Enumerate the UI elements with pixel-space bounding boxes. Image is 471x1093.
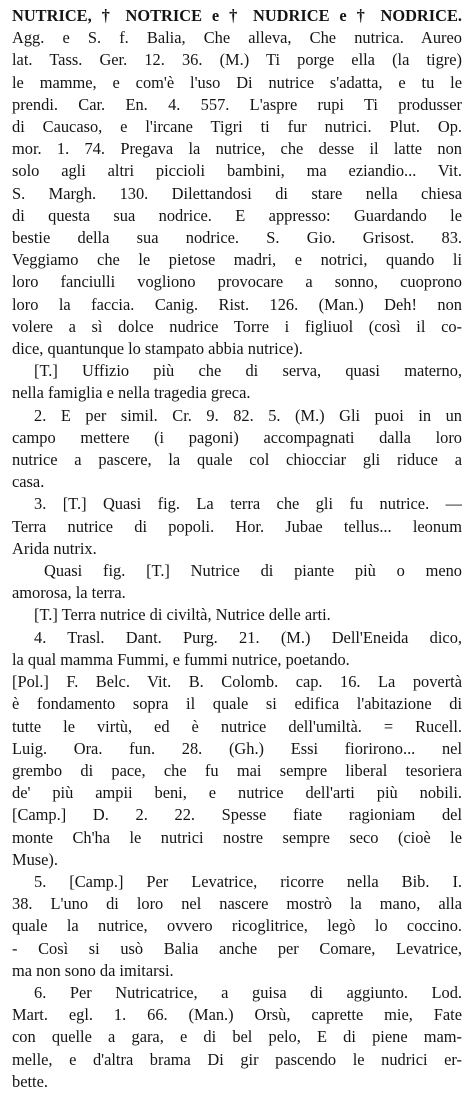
entry-text-line: bestie della sua nodrice. S. Gio. Grisost. 83. [12,228,462,248]
entry-text-line: tutte le virtù, ed è nutrice dell'umiltà. = Rucell. [12,716,462,736]
entry-text-line: 4. Trasl. Dant. Purg. 21. (M.) Dell'Eneida dico, [34,627,462,647]
entry-text-line: - Così si usò Balia anche per Comare, Levatrice, [12,938,462,958]
entry-text-line: di questa sua nodrice. E appresso: Guardando le [12,205,462,225]
entry-text-line: grembo di pace, che fu mai sempre liberal tesoriera [12,760,462,780]
entry-text-line: con quelle a gara, e di bel pelo, E di piene mam- [12,1027,462,1047]
entry-text-line: [Pol.] F. Belc. Vit. B. Colomb. cap. 16. La povertà [12,672,462,692]
entry-text-line: mor. 1. 74. Pregava la nutrice, che desse il latte non [12,139,462,159]
entry-text-line: ma non sono da imitarsi. [12,960,174,980]
entry-text-line: amorosa, la terra. [12,583,126,603]
entry-text-line: Terra nutrice di popoli. Hor. Jubae tellus... leonum [12,516,462,536]
entry-text-line: di Caucaso, e l'ircane Tigri ti fur nutrici. Plut. Op. [12,117,462,137]
entry-text-line: volere a sì dolce nudrice Torre i figliuol (così il co- [12,316,462,336]
entry-text-line: Arida nutrix. [12,538,97,558]
entry-text-line: lat. Tass. Ger. 12. 36. (M.) Ti porge ella (la tigre) [12,50,462,70]
entry-text-line: 2. E per simil. Cr. 9. 82. 5. (M.) Gli puoi in un [34,405,462,425]
entry-text-line: S. Margh. 130. Dilettandosi di stare nella chiesa [12,183,462,203]
entry-text-line: solo agli altri piccioli bambini, ma eziandio... Vit. [12,161,462,181]
entry-text-line: quale la nutrice, ovvero ricoglitrice, legò lo coccino. [12,916,462,936]
entry-text-line: nella famiglia e nella tragedia greca. [12,383,251,403]
entry-text-line: 3. [T.] Quasi fig. La terra che gli fu nutrice. — [34,494,462,514]
entry-headword-line: NUTRICE, † NOTRICE e † NUDRICE e † NODRICE. [12,6,462,25]
entry-text-line: prendi. Car. En. 4. 557. L'aspre rupi Ti produsser [12,94,462,114]
entry-text-line: Muse). [12,849,58,869]
entry-text-line: la qual mamma Fummi, e fummi nutrice, poetando. [12,649,350,669]
entry-text-line: 6. Per Nutricatrice, a guisa di aggiunto. Lod. [34,982,462,1002]
entry-text-line: [T.] Terra nutrice di civiltà, Nutrice delle arti. [34,605,331,625]
entry-text-line: dice, quantunque lo stampato abbia nutrice). [12,339,303,359]
entry-text-line: de' più ampii beni, e nutrice dell'arti più nobili. [12,783,462,803]
entry-text-line: Quasi fig. [T.] Nutrice di piante più o meno [44,561,462,581]
entry-text-line: loro la faccia. Canig. Rist. 126. (Man.) Deh! non [12,294,462,314]
entry-text-line: è fondamento sopra il quale si edifica l'abitazione di [12,694,462,714]
entry-text-line: 38. L'uno di loro nel nascere mostrò la mano, alla [12,894,462,914]
entry-text-line: 5. [Camp.] Per Levatrice, ricorre nella Bib. I. [34,871,462,891]
entry-text-line: Agg. e S. f. Balia, Che alleva, Che nutrica. Aureo [12,28,462,48]
dictionary-entry-nutrice [12,5,462,1093]
entry-text-line: loro fanciulli vogliono provocare a sonno, cuoprono [12,272,462,292]
entry-text-line: bette. [12,1071,48,1091]
entry-text-line: nutrice a pascere, la quale col chiocciar gli riduce a [12,450,462,470]
entry-text-line: [T.] Uffizio più che di serva, quasi materno, [34,361,462,381]
entry-text-line: Mart. egl. 1. 66. (Man.) Orsù, caprette mie, Fate [12,1005,462,1025]
entry-text-line: Veggiamo che le pietose madri, e notrici, quando li [12,250,462,270]
entry-text-line: casa. [12,472,45,492]
entry-text-line: monte Ch'ha le nutrici nostre sempre seco (cioè le [12,827,462,847]
entry-text-line: Luig. Ora. fun. 28. (Gh.) Essi fiorirono... nel [12,738,462,758]
entry-text-line: [Camp.] D. 2. 22. Spesse fiate ragioniam del [12,805,462,825]
entry-text-line: le mamme, e com'è l'uso Di nutrice s'adatta, e tu le [12,72,462,92]
entry-text-line: melle, e d'altra brama Di gir pascendo le nudrici er- [12,1049,462,1069]
entry-text-line: campo mettere (i pagoni) accompagnati dalla loro [12,427,462,447]
